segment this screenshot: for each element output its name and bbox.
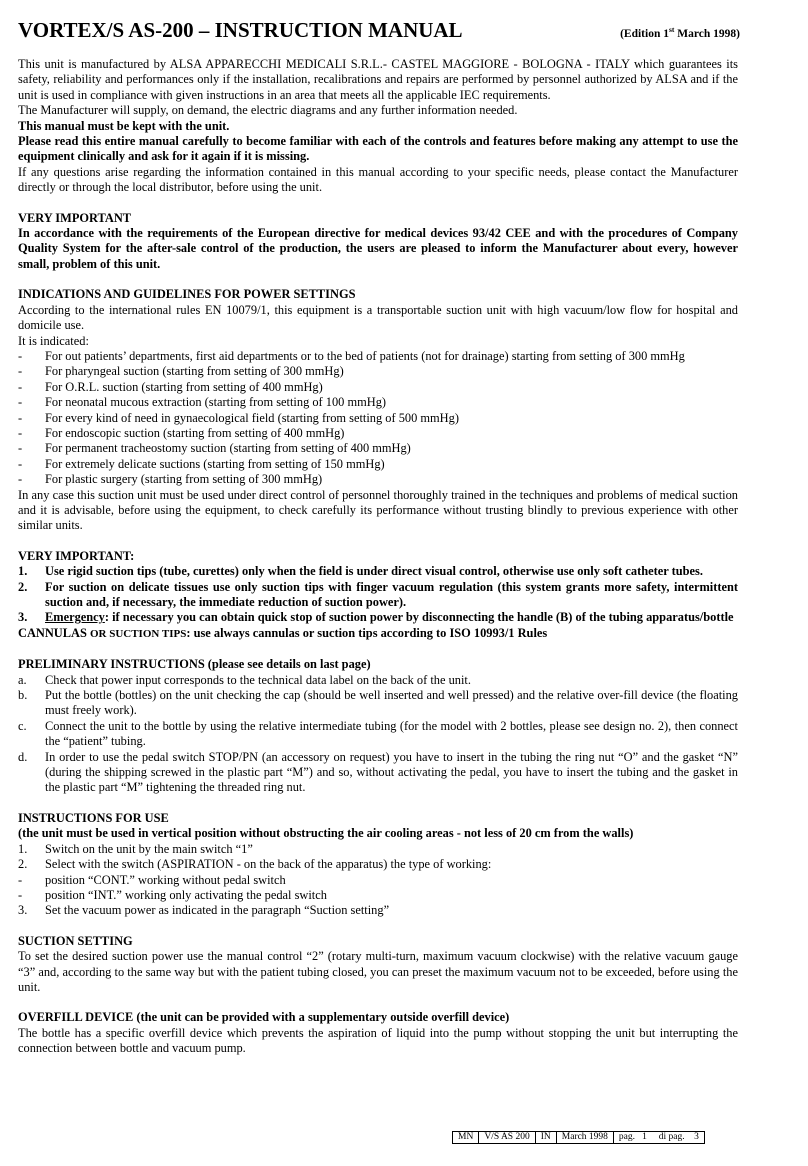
overfill-text: The bottle has a specific overfill device which prevents the aspiration of liquid into the pump without stopping the unit but interrupting the connection between bottle and vacuum pump. <box>18 1025 738 1056</box>
page-total: 3 <box>694 1132 699 1142</box>
list-item: - For O.R.L. suction (starting from setting of 400 mmHg) <box>18 379 323 394</box>
instructions-use-section <box>18 811 738 919</box>
list-item: - For permanent tracheostomy suction (starting from setting of 400 mmHg) <box>18 441 411 456</box>
very-important-section <box>18 211 738 273</box>
footer-cell: IN <box>535 1132 556 1144</box>
page-number: 1 <box>642 1132 647 1142</box>
very-important-2-section <box>18 549 738 642</box>
preliminary-section <box>18 657 738 796</box>
footer-cell: March 1998 <box>556 1132 613 1144</box>
intro-read-manual: Please read this entire manual carefully to become familiar with each of the controls and features before making any attempt to use the equipment clinically and ask for it again if it is missing. <box>18 134 738 164</box>
list-item: c. Connect the unit to the bottle by using the relative intermediate tubing (for the model with 2 bottles, please see design no. 2), then connect the “patient” tubing. <box>18 718 738 749</box>
list-item: a. Check that power input corresponds to the technical data label on the back of the unit. <box>18 672 471 687</box>
section-heading: SUCTION SETTING <box>18 933 133 948</box>
edition-label: (Edition 1st March 1998) <box>620 25 740 40</box>
list-item: - For out patients’ departments, first aid departments or to the bed of patients (not for drainage) starting from setting of 300 mmHg <box>18 348 685 363</box>
list-item: 3. Emergency: if necessary you can obtain quick stop of suction power by disconnecting the handle (B) of the tubing apparatus/bottle <box>18 610 734 625</box>
page-title: VORTEX/S AS-200 – INSTRUCTION MANUAL <box>18 18 463 42</box>
indications-text: According to the international rules EN 10079/1, this equipment is a transportable suction unit with high vacuum/low flow for hospital and domicile use. <box>18 302 738 333</box>
page-footer-table <box>452 1131 705 1144</box>
intro-paragraph: If any questions arise regarding the information contained in this manual according to your specific needs, please contact the Manufacturer directly or through the local distributor, before using the unit. <box>18 164 738 195</box>
very-important-list <box>18 564 738 626</box>
section-heading: OVERFILL DEVICE (the unit can be provided with a supplementary outside overfill device) <box>18 1010 510 1025</box>
section-heading: INDICATIONS AND GUIDELINES FOR POWER SETTINGS <box>18 287 356 302</box>
list-item: 1. Switch on the unit by the main switch “1” <box>18 841 253 856</box>
list-item: - For endoscopic suction (starting from setting of 400 mmHg) <box>18 425 345 440</box>
section-heading: PRELIMINARY INSTRUCTIONS (please see details on last page) <box>18 657 371 672</box>
section-heading: INSTRUCTIONS FOR USE <box>18 810 169 825</box>
section-heading: VERY IMPORTANT: <box>18 548 135 563</box>
list-item: 2. Select with the switch (ASPIRATION - on the back of the apparatus) the type of working: <box>18 857 492 872</box>
list-item: d. In order to use the pedal switch STOP/PN (an accessory on request) you have to insert in the tubing the ring nut “O” and the gasket “N” (during the shipping screwed in the plastic part “M”) and so, without activating the pedal, you have to insert the tubing and the gasket in the plastic part “M” tightening the threaded ring nut. <box>18 749 738 795</box>
very-important-text: In accordance with the requirements of the European directive for medical devices 93/42 CEE and with the procedures of Company Quality System for the after-sale control of the production, the users are pleased to inform the Manufacturer about every, however small, problem of this unit. <box>18 226 738 271</box>
list-item: b. Put the bottle (bottles) on the unit checking the cap (should be well inserted and well pressed) and the relative over-fill device (the floating must freely work). <box>18 688 738 718</box>
intro-paragraph: The Manufacturer will supply, on demand, the electric diagrams and any further information needed. <box>18 103 518 118</box>
suction-setting-section <box>18 934 738 996</box>
footer-cell: MN <box>453 1132 479 1144</box>
footer-cell: pag. 1 di pag. 3 <box>613 1132 704 1144</box>
indications-list <box>18 349 738 488</box>
intro-section <box>18 57 738 196</box>
list-item: 3. Set the vacuum power as indicated in the paragraph “Suction setting” <box>18 903 390 918</box>
list-item: - For plastic surgery (starting from setting of 300 mmHg) <box>18 472 323 487</box>
indications-section <box>18 287 738 534</box>
indications-text: It is indicated: <box>18 333 89 348</box>
section-heading: VERY IMPORTANT <box>18 210 132 225</box>
header <box>18 18 738 43</box>
indications-text: In any case this suction unit must be used under direct control of personnel thoroughly trained in the techniques and problems of medical suction and it is advisable, before using the equipment, to check carefully its performance without trusting blindly to previous experience with other similar units. <box>18 487 738 533</box>
list-item: - For extremely delicate suctions (starting from setting of 150 mmHg) <box>18 456 385 471</box>
list-item: - position “CONT.” working without pedal switch <box>18 872 286 887</box>
footer-cell: V/S AS 200 <box>479 1132 535 1144</box>
list-item: - For pharyngeal suction (starting from setting of 300 mmHg) <box>18 364 344 379</box>
intro-paragraph: This unit is manufactured by ALSA APPARECCHI MEDICALI S.R.L.- CASTEL MAGGIORE - BOLOGNA - ITALY which guarantees its safety, reliability and performances only if the installation, recalibrations and repairs are performed by personnel authorized by ALSA and if the unit is used in compliance with given instructions in an area that meets all the applicable IEC requirements. <box>18 57 738 102</box>
manual-page <box>18 18 738 1057</box>
list-item: - position “INT.” working only activating the pedal switch <box>18 887 327 902</box>
list-item: 2. For suction on delicate tissues use only suction tips with finger vacuum regulation (this system grants more safety, intermittent suction and, if necessary, the immediate reduction of suction power). <box>18 579 738 609</box>
preliminary-list <box>18 673 738 796</box>
list-item: - For neonatal mucous extraction (starting from setting of 100 mmHg) <box>18 395 387 410</box>
list-item: 1. Use rigid suction tips (tube, curettes) only when the field is under direct visual control, otherwise use only soft catheter tubes. <box>18 564 703 579</box>
cannulas-note: CANNULAS OR SUCTION TIPS: use always cannulas or suction tips according to ISO 10993/1 Rules <box>18 625 548 640</box>
suction-setting-text: To set the desired suction power use the manual control “2” (rotary multi-turn, maximum vacuum clockwise) with the relative vacuum gauge “3” and, according to the same way but with the patient tubing closed, you can preset the maximum vacuum not to be exceeded, before using the unit. <box>18 949 738 994</box>
overfill-section <box>18 1010 738 1056</box>
intro-keep-manual: This manual must be kept with the unit. <box>18 118 230 133</box>
list-item: - For every kind of need in gynaecological field (starting from setting of 500 mmHg) <box>18 410 459 425</box>
instructions-list <box>18 842 738 919</box>
instructions-subheading: (the unit must be used in vertical position without obstructing the air cooling areas - not less of 20 cm from the walls) <box>18 826 634 841</box>
